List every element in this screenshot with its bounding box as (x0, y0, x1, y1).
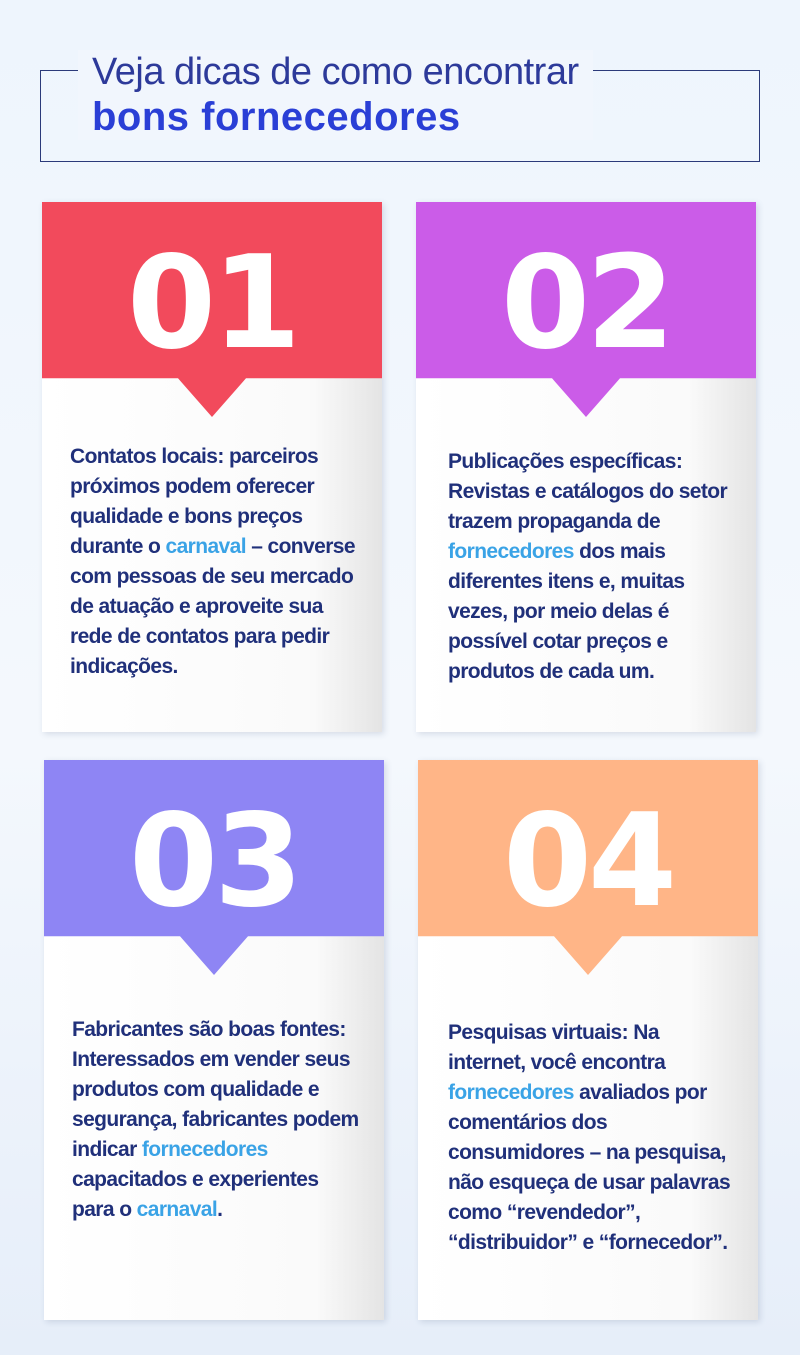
tip-text-segment: dos mais diferentes itens e, muitas vezes, por meio delas é possível cotar preços e produtos de cada um. (448, 540, 685, 683)
tip-card-1-text (70, 442, 362, 682)
title-line-1: Veja dicas de como encontrar (92, 51, 579, 93)
page-title (78, 50, 593, 140)
tip-text-segment: capacitados e experientes para o (72, 1168, 319, 1221)
tip-card-3-text (72, 1015, 364, 1225)
tip-card-4 (418, 760, 758, 1320)
tip-text-segment: Fabricantes são boas fontes: Interessados em vender seus produtos com qualidade e segurança, fabricantes podem indicar (72, 1018, 359, 1161)
tip-card-2 (416, 202, 756, 732)
tip-card-4-text (448, 1018, 738, 1258)
highlighted-keyword: fornecedores (448, 1081, 574, 1104)
tip-card-4-number: 04 (502, 787, 674, 936)
tip-card-1-number: 01 (126, 229, 298, 378)
tip-card-3 (44, 760, 384, 1320)
tip-text-segment: . (217, 1198, 223, 1221)
highlighted-keyword: carnaval (165, 535, 246, 558)
tip-text-segment: avaliados por comentários dos consumidores – na pesquisa, não esqueça de usar palavras como “revendedor”, “distribuidor” e “fornecedor”. (448, 1081, 731, 1254)
highlighted-keyword: fornecedores (141, 1138, 268, 1161)
tip-text-segment: – converse com pessoas de seu mercado de atuação e aproveite sua rede de contatos para pedir indicações. (70, 535, 355, 678)
tip-text-segment: Publicações específicas: Revistas e catálogos do setor trazem propaganda de (448, 450, 728, 533)
highlighted-keyword: fornecedores (448, 540, 574, 563)
tip-card-1 (42, 202, 382, 732)
tip-text-segment: Pesquisas virtuais: Na internet, você encontra (448, 1021, 666, 1074)
tip-text-segment: Contatos locais: parceiros próximos podem oferecer qualidade e bons preços durante o (70, 445, 319, 558)
tip-card-2-text (448, 447, 736, 687)
tip-card-3-number: 03 (128, 787, 300, 936)
highlighted-keyword: carnaval (136, 1198, 218, 1221)
title-line-2: bons fornecedores (92, 95, 461, 139)
tip-card-2-number: 02 (500, 229, 672, 378)
